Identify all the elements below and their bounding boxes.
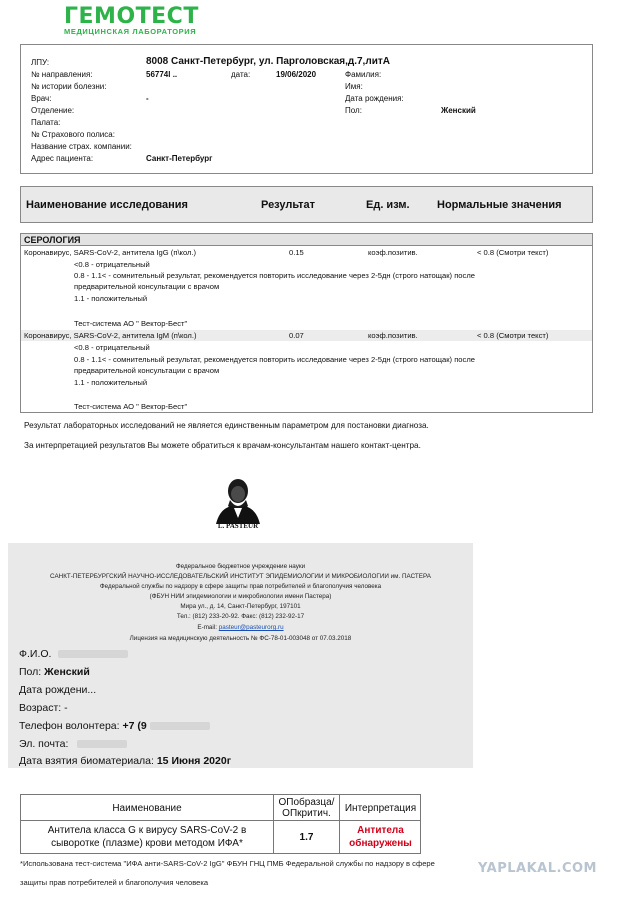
institute-email-link[interactable]: pasteur@pasteurorg.ru [218,624,284,631]
institute-line: Мира ул., д. 14, Санкт-Петербург, 197101 [180,603,301,610]
watermark: YAPLAKAL.COM [478,861,597,876]
policy-label: № Страхового полиса: [31,130,115,139]
institute-email-line [8,624,473,631]
igg-line-consult: предварительной консультации с врачом [74,282,220,291]
row-name-2: сыворотке (плазме) крови методом ИФА* [51,838,243,849]
lpu-value: 8008 Санкт-Петербург, ул. Парголовская,д.7,литА [146,56,390,67]
person-sex-label: Пол: [19,666,42,678]
igg-test-system: Тест-система АО " Вектор-Бест" [74,319,188,328]
serology-section-bar [21,234,592,246]
fio-row [19,648,128,660]
table-divider [21,820,420,821]
birth-label: Дата рождения: [345,94,404,103]
name-label: Имя: [345,82,363,91]
hemotest-logo [64,4,199,36]
igm-line-positive: 1.1 - положительный [74,378,148,387]
person-phone-label: Телефон волонтера: [19,720,120,732]
pasteur-emblem [212,476,264,532]
institute-line: САНКТ-ПЕТЕРБУРГСКИЙ НАУЧНО-ИССЛЕДОВАТЕЛЬСКИЙ ИНСТИТУТ ЭПИДЕМИОЛОГИИ И МИКРОБИОЛОГИИ им. ПАСТЕРА [50,573,431,580]
redacted-fio [58,650,128,658]
institute-line: Федеральной службы по надзору в сфере защиты прав потребителей и благополучия человека [99,583,382,590]
igm-norm: < 0.8 (Смотри текст) [477,331,549,340]
person-birth-label: Дата рождени... [19,684,97,696]
ward-label: Палата: [31,118,61,127]
row-interp-2: обнаружены [349,838,412,849]
igg-result: 0.15 [289,248,304,257]
col-ratio-header-1: ОПобразца/ [278,797,335,808]
sex-label: Пол: [345,106,362,115]
col-ratio-header-2: ОПкритич. [282,808,331,819]
logo-tagline: МЕДИЦИНСКАЯ ЛАБОРАТОРИЯ [64,27,197,36]
sex-value: Женский [441,106,476,115]
institute-line: Федеральное бюджетное учреждение науки [175,563,306,570]
sample-date-label: Дата взятия биоматериала: [19,755,154,767]
igg-unit: коэф.позитив. [368,248,418,257]
institute-line: Тел.: (812) 233-20-92. Факс: (812) 232-92-17 [176,613,305,620]
sample-row [19,755,231,767]
institute-line: (ФБУН НИИ эпидемиологии и микробиологии имени Пастера) [149,593,332,600]
igm-test-system: Тест-система АО " Вектор-Бест" [74,402,188,411]
insurer-label: Название страх. компании: [31,142,132,151]
row-name-1: Антитела класса G к вирусу SARS-CoV-2 в [47,825,247,836]
igm-line-doubtful: 0.8 - 1.1< - сомнительный результат, рекомендуется повторить исследование через 2-5дн (строго натощак) после [74,355,475,364]
redacted-email [77,740,127,748]
igg-line-negative: <0.8 - отрицательный [74,260,150,269]
header-unit: Ед. изм. [366,199,410,211]
person-email-label: Эл. почта: [19,738,69,750]
address-value: Санкт-Петербург [146,154,213,163]
address-label: Адрес пациента: [31,154,94,163]
ifa-result-table [20,794,421,854]
row-ratio-value: 1.7 [299,832,314,843]
serology-title: СЕРОЛОГИЯ [24,235,81,245]
surname-label: Фамилия: [345,70,382,79]
igg-line-doubtful: 0.8 - 1.1< - сомнительный результат, рекомендуется повторить исследование через 2-5дн (строго натощак) после [74,271,475,280]
header-result: Результат [261,199,316,211]
igm-test-name: Коронавирус, SARS-CoV-2, антитела IgM (п\кол.) [24,331,197,340]
results-box [20,233,593,413]
note-diagnosis: Результат лабораторных исследований не является единственным параметром для постановки диагноза. [24,421,429,430]
referral-value: 56774l .. [146,70,178,79]
person-age-value: - [64,702,68,714]
institute-section [8,543,473,768]
emblem-caption: L. PASTEUR [217,522,259,530]
department-label: Отделение: [31,106,75,115]
row-interp-1: Антитела [357,825,404,836]
pasteur-portrait-icon [212,476,264,524]
history-label: № истории болезни: [31,82,107,91]
doctor-label: Врач: [31,94,52,103]
igg-norm: < 0.8 (Смотри текст) [477,248,549,257]
person-phone-value: +7 (9 [122,720,147,732]
col-interp-header: Интерпретация [344,803,417,814]
referral-label: № направления: [31,70,93,79]
redacted-phone [150,722,210,730]
email-row [19,738,127,750]
igm-line-negative: <0.8 - отрицательный [74,343,150,352]
date-value: 19/06/2020 [276,70,317,79]
igg-line-positive: 1.1 - положительный [74,294,148,303]
fio-label: Ф.И.О. [19,648,52,660]
note-consultation: За интерпретацией результатов Вы можете обратиться к врачам-консультантам нашего контакт-центра. [24,441,421,450]
birth-row [19,684,96,696]
igg-test-name: Коронавирус, SARS-CoV-2, антитела IgG (п\кол.) [24,248,197,257]
header-norm: Нормальные значения [437,199,562,211]
sex-row [19,666,90,678]
patient-info-box [20,44,593,174]
footnote-line-2: защиты прав потребителей и благополучия человека [20,878,209,887]
person-age-label: Возраст: [19,702,62,714]
email-label: E-mail: [197,624,217,631]
phone-row [19,720,210,732]
igm-unit: коэф.позитив. [368,331,418,340]
footnote-line-1: *Использована тест-система "ИФА анти-SARS-CoV-2 IgG" ФБУН ГНЦ ПМБ Федеральной службы по надзору в сфере [20,859,435,868]
age-row [19,702,68,714]
license-line: Лицензия на медицинскую деятельность № ФС-78-01-003048 от 07.03.2018 [129,635,352,642]
igm-result: 0.07 [289,331,304,340]
person-sex-value: Женский [44,666,90,678]
col-name-header: Наименование [112,803,182,814]
lpu-label: ЛПУ: [31,58,50,67]
logo-name: ГЕМОТЕСТ [64,4,199,29]
results-header [20,186,593,223]
sample-date-value: 15 Июня 2020г [156,755,232,767]
header-test-name: Наименование исследования [26,199,188,211]
date-label: дата: [231,70,251,79]
doctor-value: - [146,94,149,103]
igm-line-consult: предварительной консультации с врачом [74,366,220,375]
